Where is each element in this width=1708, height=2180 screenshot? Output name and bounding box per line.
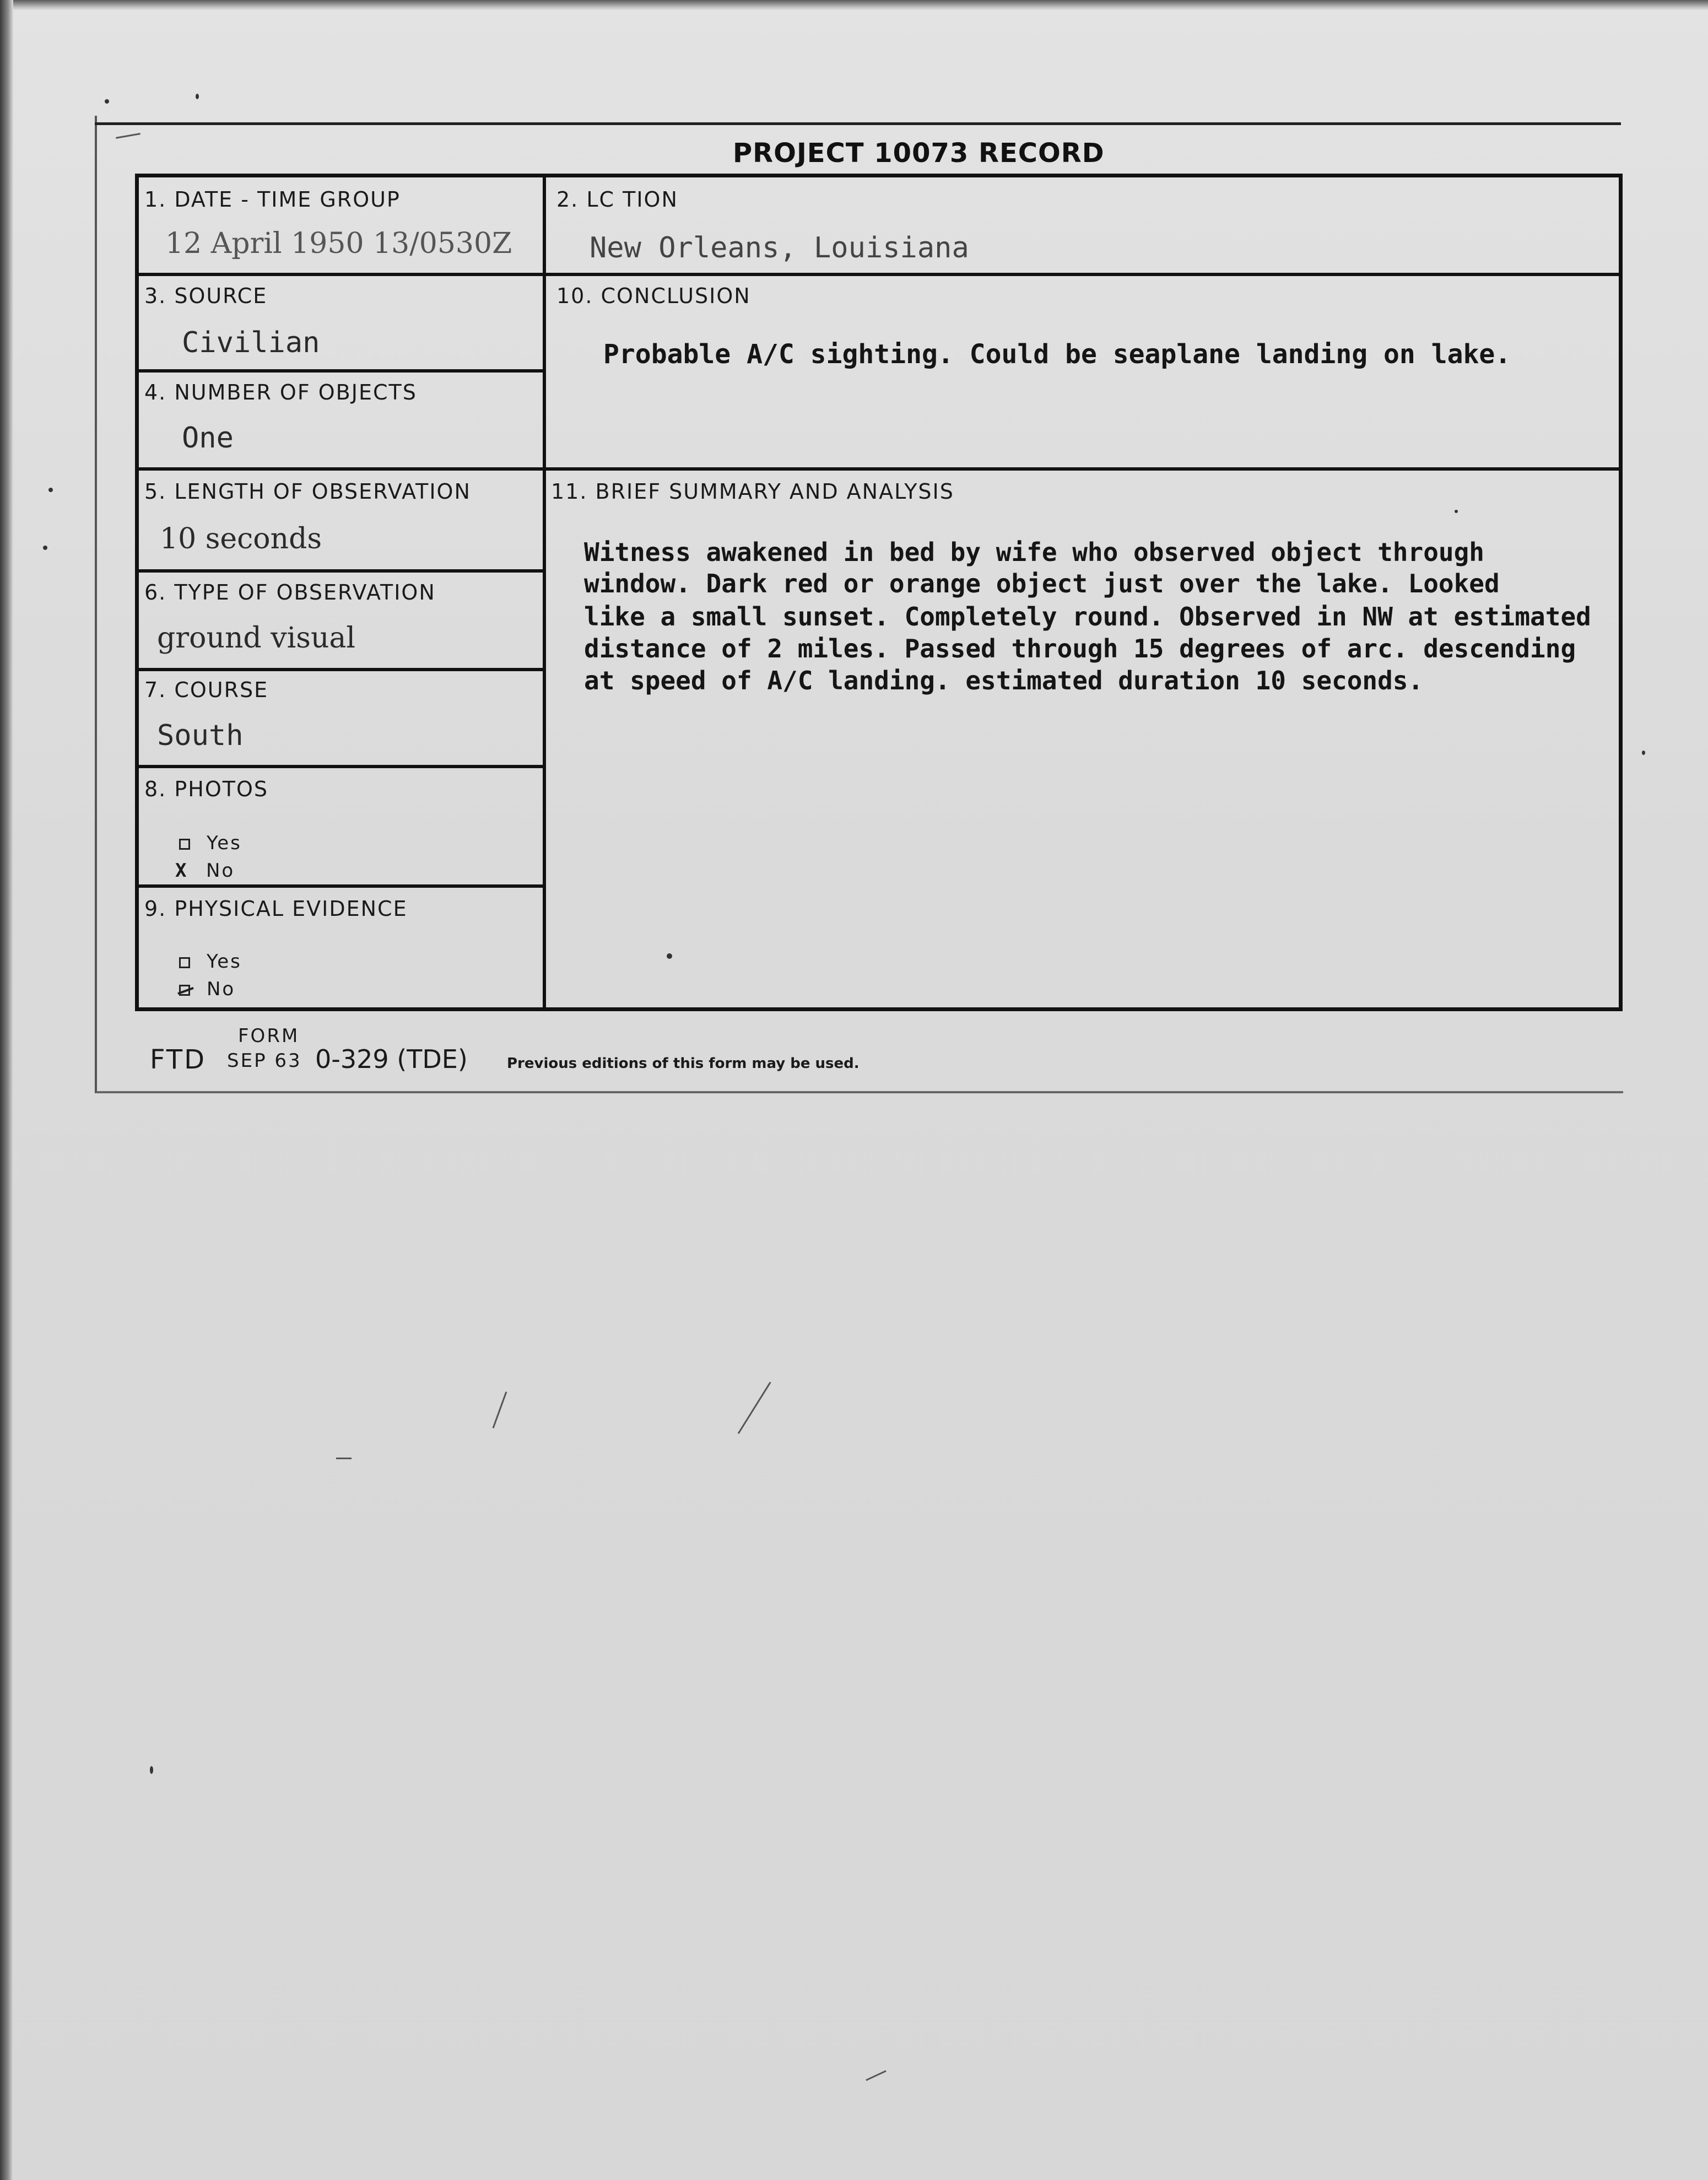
length-of-observation-label: 5. LENGTH OF OBSERVATION	[144, 479, 471, 504]
photos-no-option[interactable]	[175, 860, 235, 882]
summary-line-5: at speed of A/C landing. estimated duration 10 seconds.	[584, 666, 1424, 695]
physical-evidence-yes-checkbox[interactable]	[179, 957, 190, 968]
row-divider-1	[135, 273, 1623, 276]
row-divider-2	[135, 467, 1623, 471]
date-time-group-value: 12 April 1950 13/0530Z	[165, 227, 512, 260]
photos-yes-checkbox[interactable]	[179, 839, 190, 850]
conclusion-value: Probable A/C sighting. Could be seaplane landing on lake.	[603, 339, 1511, 370]
number-of-objects-value: One	[182, 422, 234, 455]
photos-label: 8. PHOTOS	[144, 777, 268, 801]
footer-form-word: FORM	[238, 1025, 300, 1047]
physical-evidence-no-option[interactable]	[179, 978, 235, 1000]
type-of-observation-value: ground visual	[157, 622, 356, 655]
scan-scratch	[336, 1458, 352, 1459]
scan-speck	[43, 546, 47, 550]
left-divider-8	[135, 884, 543, 888]
physical-evidence-yes-label: Yes	[207, 951, 242, 973]
photos-yes-option[interactable]	[179, 832, 242, 854]
location-label: 2. LC TION	[556, 187, 678, 212]
form-top-rule	[95, 122, 1621, 125]
date-time-group-label: 1. DATE - TIME GROUP	[144, 187, 401, 212]
physical-evidence-yes-option[interactable]	[179, 951, 242, 973]
photos-yes-label: Yes	[207, 832, 242, 854]
physical-evidence-no-checkbox[interactable]	[179, 985, 190, 996]
number-of-objects-label: 4. NUMBER OF OBJECTS	[144, 380, 417, 404]
form-title: PROJECT 10073 RECORD	[733, 138, 1105, 169]
physical-evidence-label: 9. PHYSICAL EVIDENCE	[144, 897, 408, 921]
summary-line-4: distance of 2 miles. Passed through 15 degrees of arc. descending	[584, 634, 1576, 663]
photos-no-checkmark[interactable]: X	[175, 860, 188, 882]
length-of-observation-value: 10 seconds	[160, 522, 322, 555]
physical-evidence-no-mark	[177, 986, 194, 994]
scan-speck	[667, 953, 672, 959]
left-divider-7	[135, 765, 543, 768]
type-of-observation-label: 6. TYPE OF OBSERVATION	[144, 580, 436, 605]
summary-line-3: like a small sunset. Completely round. Observed in NW at estimated	[584, 602, 1591, 632]
left-divider-6	[135, 668, 543, 671]
source-label: 3. SOURCE	[144, 284, 268, 308]
footer-date-code: SEP 63	[227, 1050, 302, 1072]
course-label: 7. COURSE	[144, 678, 269, 702]
location-value: New Orleans, Louisiana	[590, 231, 969, 265]
summary-label: 11. BRIEF SUMMARY AND ANALYSIS	[551, 479, 954, 504]
source-value: Civilian	[182, 326, 320, 359]
footer-note: Previous editions of this form may be used.	[507, 1055, 860, 1072]
scan-speck	[105, 99, 109, 104]
summary-line-1: Witness awakened in bed by wife who observed object through	[584, 537, 1484, 567]
physical-evidence-no-label: No	[207, 978, 236, 1000]
photos-no-label: No	[206, 860, 235, 882]
scan-left-edge	[0, 0, 13, 2180]
summary-line-2: window. Dark red or orange object just over the lake. Looked	[584, 569, 1500, 598]
course-value: South	[157, 719, 244, 752]
footer-ftd: FTD	[150, 1044, 207, 1075]
left-divider-5	[135, 569, 543, 573]
scan-speck	[48, 488, 53, 492]
footer-form-number: 0-329 (TDE)	[315, 1044, 468, 1074]
scan-speck	[196, 94, 199, 99]
scan-speck	[1642, 751, 1645, 755]
column-divider	[543, 174, 546, 1011]
conclusion-label: 10. CONCLUSION	[556, 284, 751, 308]
scan-speck	[150, 1766, 153, 1774]
left-divider-3	[135, 369, 543, 373]
scan-speck	[1455, 510, 1458, 513]
scan-top-edge	[0, 0, 1708, 10]
